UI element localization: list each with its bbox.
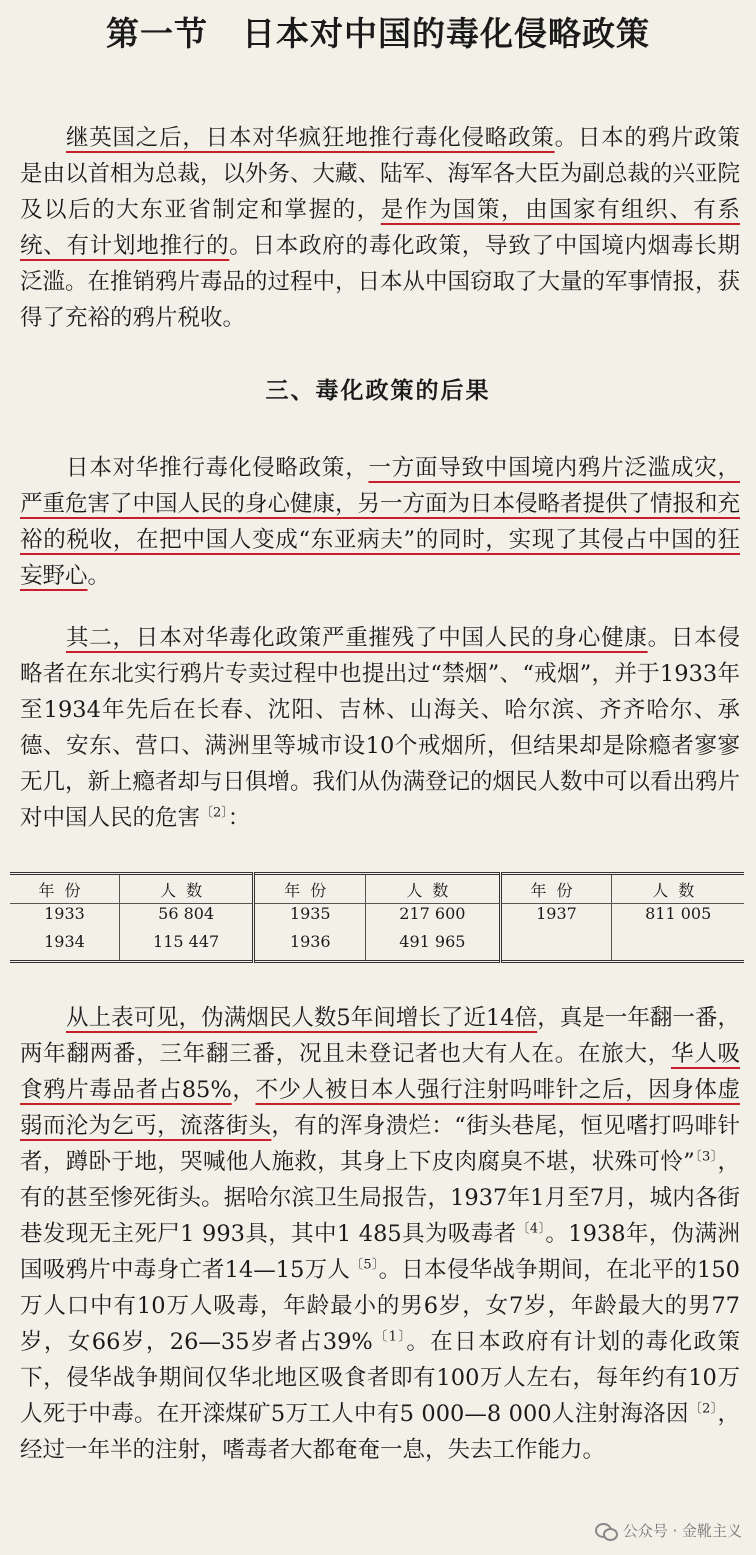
paragraph-statistics (20, 1000, 740, 1468)
table-cell: 1934 (44, 932, 85, 951)
table-cell: 1935 (254, 904, 366, 933)
table-cell (612, 932, 744, 962)
paragraph-health (20, 620, 740, 836)
column-header: 人数 (366, 874, 500, 904)
table-cell: 56 804 (119, 904, 253, 933)
text-run: ， (231, 1077, 256, 1103)
column-header: 年份 (254, 874, 366, 904)
citation-ref: 〔4〕 (516, 1221, 546, 1237)
column-header: 人数 (612, 874, 744, 904)
table-cell: 217 600 (366, 904, 500, 933)
underlined-phrase: 不少人被日本人强行注射吗啡针之后，因身体虚弱而沦为乞丐，流落街头 (20, 1077, 740, 1139)
column-header: 年份 (10, 874, 119, 904)
table-cell: 115 447 (119, 932, 253, 962)
table-row (10, 932, 744, 962)
text-run: 。日本侵略者在东北实行鸦片专卖过程中也提出过“禁烟”、“戒烟”，并于1933年至1934年先后在长春、沈阳、吉林、山海关、哈尔滨、齐齐哈尔、承德、安东、营口、满洲里等城市设10个戒烟所，但结果却是除瘾者寥寥无几，新上瘾者却与日俱增。我们从伪满登记的烟民人数中可以看出鸦片对中国人民的危害 (20, 625, 741, 831)
subsection-title: 三、毒化政策的后果 (265, 377, 491, 404)
section-title: 第一节 日本对中国的毒化侵略政策 (106, 14, 650, 53)
wechat-icon (595, 1522, 617, 1540)
text-run: ，真是一年翻一番，两年翻两番，三年翻三番，况且未登记者也大有人在。在旅大， (20, 1005, 740, 1067)
underlined-phrase: 继英国之后，日本对华疯狂地推行毒化侵略政策 (66, 125, 555, 151)
table-row (10, 904, 744, 933)
table-cell: 811 005 (612, 904, 744, 933)
watermark-text: 公众号 · 金靴主义 (622, 1522, 742, 1540)
text-run: 。日本政府的毒化政策，导致了中国境内烟毒长期泛滥。在推销鸦片毒品的过程中，日本从中国窃取了大量的军事情报，获得了充裕的鸦片税收。 (20, 233, 741, 331)
text-run: 日本对华推行毒化侵略政策， (66, 455, 369, 481)
paragraph-policy (20, 120, 740, 336)
text-run: 。日本的鸦片政策是由以首相为总裁，以外务、大藏、陆军、海军各大臣为副总裁的兴亚院及以后的大东亚省制定和掌握的， (20, 125, 741, 223)
text-run: 。 (87, 563, 111, 589)
citation-ref: 〔2〕 (200, 805, 228, 821)
table-header-row (10, 874, 744, 904)
paragraph-consequences (20, 450, 740, 594)
citation-ref: 〔2〕 (688, 1401, 718, 1417)
table-cell (500, 932, 612, 962)
underlined-phrase: 华人吸食鸦片毒品者占85% (20, 1041, 740, 1103)
column-header: 年份 (500, 874, 612, 904)
text-run: ，有的浑身溃烂：“街头巷尾，恒见嗜打吗啡针者，蹲卧于地，哭喊他人施救，其身上下皮肉腐臭不堪，状殊可怜” (20, 1113, 740, 1175)
citation-ref: 〔5〕 (350, 1257, 379, 1273)
table-cell: 1936 (254, 932, 366, 962)
underlined-phrase: 从上表可见，伪满烟民人数5年间增长了近14倍 (66, 1005, 538, 1031)
table-cell: 1933 (44, 904, 85, 923)
column-header: 人数 (119, 874, 253, 904)
underlined-phrase: 一方面导致中国境内鸦片泛滥成灾，严重危害了中国人民的身心健康，另一方面为日本侵略者提供了情报和充裕的税收，在把中国人变成“东亚病夫”的同时，实现了其侵占中国的狂妄野心 (20, 455, 741, 589)
text-run: ，经过一年半的注射，嗜毒者大都奄奄一息，失去工作能力。 (20, 1401, 740, 1463)
watermark (595, 1520, 742, 1541)
table-cell: 491 965 (366, 932, 500, 962)
citation-ref: 〔3〕 (694, 1149, 718, 1165)
text-run: 。日本侵华战争期间，在北平的150万人口中有10万人吸毒，年龄最小的男6岁，女7岁，年龄最大的男77岁，女66岁，26—35岁者占39% (20, 1257, 740, 1355)
table-cell: 1937 (500, 904, 612, 933)
underlined-phrase: 是作为国策，由国家有组织、有系统、有计划地推行的 (20, 197, 740, 259)
opium-users-table (10, 872, 744, 963)
text-run: ，有的甚至惨死街头。据哈尔滨卫生局报告，1937年1月至7月，城内各街巷发现无主死尸1 993具，其中1 485具为吸毒者 (20, 1149, 740, 1247)
underlined-phrase: 其二，日本对华毒化政策严重摧残了中国人民的身心健康 (66, 625, 648, 651)
text-run: ： (227, 805, 251, 831)
citation-ref: 〔1〕 (372, 1329, 407, 1345)
text-run: 。在日本政府有计划的毒化政策下，侵华战争期间仅华北地区吸食者即有100万人左右，每年约有10万人死于中毒。在开滦煤矿5万工人中有5 000—8 000人注射海洛因 (20, 1329, 740, 1427)
text-run: 。1938年，伪满洲国吸鸦片中毒身亡者14—15万人 (20, 1221, 740, 1283)
